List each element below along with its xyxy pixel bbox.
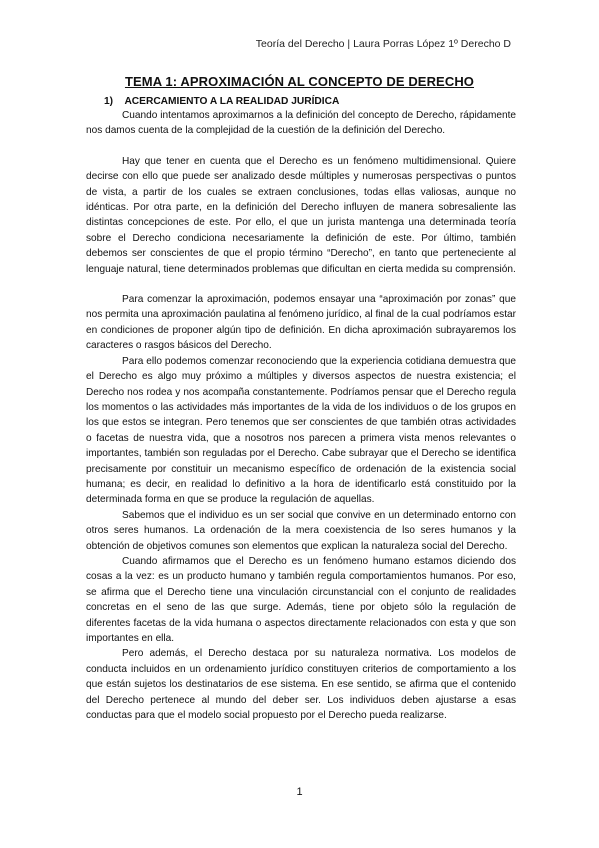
- paragraph: Sabemos que el individuo es un ser social que convive en un determinado entorno con otros seres humanos. La ordenación de la mera coexistencia de lso seres humanos y la obtención de objetivos comunes son elementos que explican la naturaleza social del Derecho.: [86, 509, 516, 552]
- section-number: 1): [104, 96, 114, 107]
- page-header: Teoría del Derecho | Laura Porras López 1º Derecho D: [255, 38, 511, 50]
- paragraph: Cuando intentamos aproximarnos a la definición del concepto de Derecho, rápidamente nos damos cuenta de la complejidad de la cuestión de la definición del Derecho.: [86, 110, 516, 137]
- paragraph: Para ello podemos comenzar reconociendo que la experiencia cotidiana demuestra que el Derecho es algo muy próximo a múltiples y diversos aspectos de nuestra existencia; el Derecho nos rodea y nos acompaña constantemente. Podríamos pensar que el Derecho regula los momentos o las actividades más importantes de la vida de los individuos o de los grupos en los que estos se integran. Pero tenemos que ser conscientes de que también otras actividades o facetas de nuestra vida, que a nosotros nos parecen a primera vista menos relevantes o importantes, también son reguladas por el Derecho. Cabe subrayar que el Derecho se identifica precisamente por constituir un mecanismo específico de ordenación de la existencia social humana; es decir, en realidad lo definitivo a la hora de identificarlo está constituido por la determinada forma en que se produce la regulación de aquellas.: [86, 355, 516, 506]
- paragraph: Pero además, el Derecho destaca por su naturaleza normativa. Los modelos de conducta incluidos en un ordenamiento jurídico constituyen criterios de comportamiento a los que están sujetos los destinatarios de ese sistema. En ese sentido, se afirma que el contenido del Derecho pertenece al mundo del deber ser. Los individuos deben ajustarse a esas conductas para que el modelo social propuesto por el Derecho pueda realizarse.: [86, 648, 516, 722]
- paragraph: Cuando afirmamos que el Derecho es un fenómeno humano estamos diciendo dos cosas a la vez: es un producto humano y también regula comportamientos humanos. Por eso, se afirma que el Derecho tiene una vinculación circunstancial con el conjunto de realidades concretas en el seno de las que surge. Además, tiene por objeto sólo la regulación de diferentes facetas de la vida humana o aspectos directamente relacionados con esta y que son importantes en ella.: [86, 555, 516, 644]
- paragraph: Hay que tener en cuenta que el Derecho es un fenómeno multidimensional. Quiere decirse con ello que puede ser analizado desde múltiples y numerosas perspectivas o puntos de vista, a partir de los cuales se extraen conclusiones, todas ellas valiosas, aunque no idénticas. Por otra parte, en la definición del Derecho influyen de manera sobresaliente las distintas concepciones de este. Por ello, el que un jurista mantenga una determinada teoría sobre el Derecho condiciona necesariamente la definición de este. Por último, también debemos ser conscientes de que el propio término “Derecho”, en tanto que perteneciente al lenguaje natural, tiene determinados problemas que dificultan en cierta medida su comprensión.: [86, 155, 516, 275]
- document-title: TEMA 1: APROXIMACIÓN AL CONCEPTO DE DERECHO: [124, 74, 475, 89]
- body-text: [86, 108, 516, 723]
- section-title: ACERCAMIENTO A LA REALIDAD JURÍDICA: [124, 96, 340, 107]
- paragraph: Para comenzar la aproximación, podemos ensayar una “aproximación por zonas” que nos permita una aproximación paulatina al fenómeno jurídico, al final de la cual podríamos estar en condiciones de proponer algún tipo de definición. En dicha aproximación subrayaremos los caracteres o rasgos básicos del Derecho.: [86, 294, 516, 352]
- page-number: 1: [296, 786, 303, 798]
- section-heading: [104, 96, 339, 107]
